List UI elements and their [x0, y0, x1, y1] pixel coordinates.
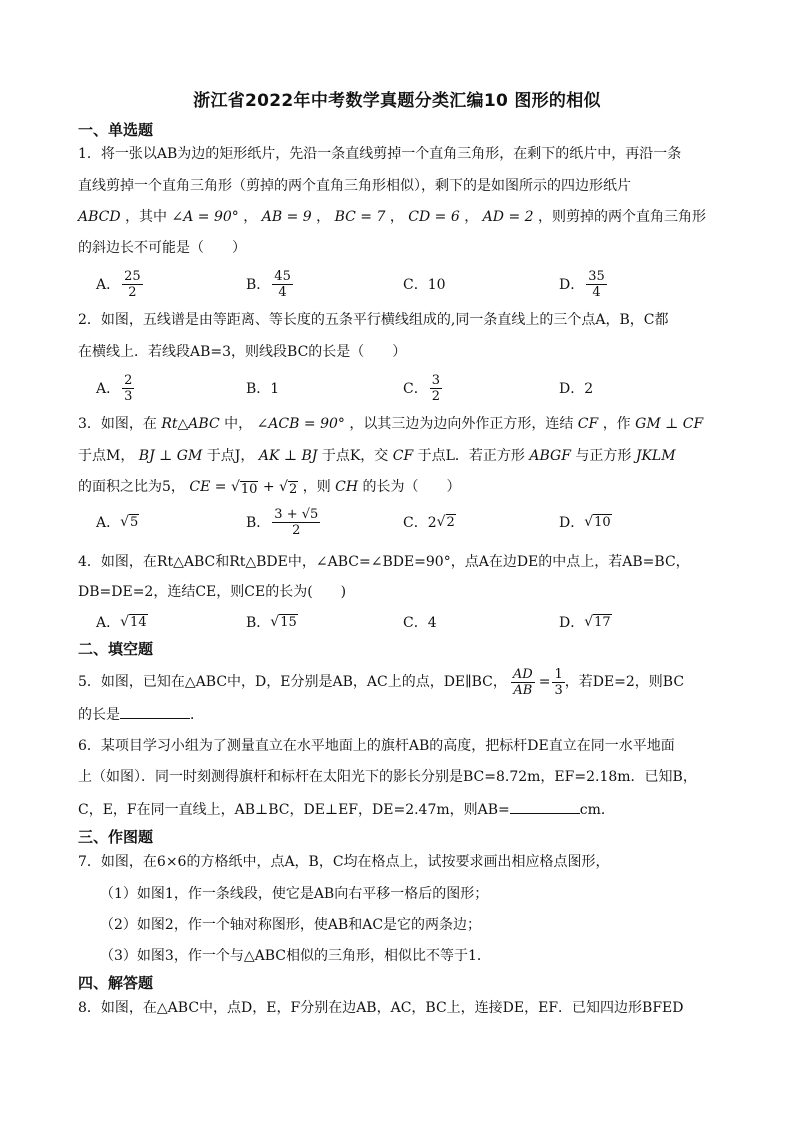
q3-perp: BJ ⊥ GM	[138, 448, 203, 464]
fraction	[430, 373, 442, 404]
q8-line-1: 8．如图，在△ABC中，点D，E，F分别在边AB，AC，BC上，连接DE，EF．已知四边形BFED	[78, 1000, 684, 1016]
answer-blank[interactable]	[120, 704, 190, 719]
q1-comma: ，	[243, 209, 258, 225]
section-heading-construction: 三、作图题	[78, 828, 154, 846]
fraction-numerator: 3	[431, 372, 440, 388]
option-letter: D．	[559, 615, 585, 631]
q3-line-2	[78, 446, 718, 466]
sqrt-radicand: 10	[240, 482, 258, 497]
option-letter: A．	[96, 615, 121, 631]
sqrt: √ 10	[584, 514, 611, 530]
q4-option-c: C．4	[403, 615, 437, 631]
q1-option-a	[96, 264, 143, 304]
q6-unit: cm．	[579, 802, 615, 818]
q3-segment: CF	[577, 416, 599, 432]
q4-option-b	[246, 602, 298, 642]
q3-segment: CF	[392, 448, 414, 464]
q3-ch: CH	[335, 479, 359, 495]
q7-line-1: 7．如图，在6×6的方格纸中，点A，B，C均在格点上，试按要求画出相应格点图形，	[78, 854, 610, 870]
q3-text: 于点L．若正方形	[417, 448, 525, 464]
fraction-numerator: 25	[124, 268, 141, 284]
sqrt-radicand: 5	[130, 515, 139, 530]
q1-text-end: ，则剪掉的两个直角三角形	[538, 209, 706, 225]
q3-option-d	[559, 502, 612, 542]
sqrt-radicand: 15	[280, 615, 297, 630]
sqrt-radicand: 17	[594, 615, 611, 630]
sqrt: √ 15	[270, 614, 297, 630]
sqrt: √ 17	[584, 614, 611, 630]
q3-square: JKLM	[635, 448, 676, 464]
q4-options	[96, 602, 716, 642]
q2-options	[96, 368, 716, 408]
fraction-denominator: 2	[292, 522, 301, 538]
q1-angle-a: ∠A = 90°	[171, 209, 239, 225]
q2-option-a	[96, 368, 134, 408]
fraction-numerator: 3 + √5	[274, 506, 319, 522]
option-letter: A．	[96, 515, 121, 531]
option-letter: B．	[246, 277, 271, 293]
fraction-denominator: 2	[128, 284, 137, 300]
fraction-numerator: 2	[124, 372, 133, 388]
sqrt: √ 14	[120, 614, 147, 630]
fraction	[552, 667, 564, 698]
fraction-numerator: 35	[588, 268, 605, 284]
fraction-denominator: AB	[513, 682, 533, 698]
q5-line-1	[78, 668, 718, 696]
q2-line-2: 在横线上．若线段AB=3，则线段BC的长是（ ）	[78, 344, 407, 360]
fraction	[586, 269, 607, 300]
q3-text: 于点J，	[206, 448, 255, 464]
fraction-denominator: 2	[431, 388, 440, 404]
q3-text: 的面积之比为5，	[78, 479, 185, 495]
q6-line-2: 上（如图）．同一时刻测得旗杆和标杆在太阳光下的影长分别是BC=8.72m，EF=2.18m．已知B，	[78, 769, 697, 785]
q3-option-a	[96, 502, 139, 542]
q5-text: 5．如图，已知在△ABC中，D，E分别是AB，AC上的点，DE∥BC，	[78, 674, 507, 690]
q1-comma: ，	[316, 209, 331, 225]
section-heading-solution: 四、解答题	[78, 974, 154, 992]
q3-ce: CE =	[189, 479, 227, 495]
q5-text: 的长是	[78, 707, 120, 723]
q3-angle: ∠ACB = 90°	[256, 416, 345, 432]
sqrt-radicand: 2	[446, 515, 455, 530]
q4-line-2: DB=DE=2，连结CE，则CE的长为( )	[78, 584, 347, 600]
q5-period: ．	[190, 707, 204, 723]
q3-text: 中，	[224, 416, 253, 432]
answer-blank[interactable]	[510, 799, 580, 814]
option-letter: A．	[96, 277, 121, 293]
option-letter: D．	[559, 277, 585, 293]
fraction	[122, 373, 134, 404]
fraction-denominator: 4	[278, 284, 287, 300]
q1-comma: ，	[389, 209, 404, 225]
q5-text: ，若DE=2，则BC	[564, 674, 685, 690]
q1-options	[96, 264, 716, 304]
fraction-denominator: 3	[124, 388, 133, 404]
option-letter: B．	[246, 615, 271, 631]
q3-line-3	[78, 477, 718, 497]
q3-text: 的长为（ ）	[362, 479, 461, 495]
q1-text: ，其中	[125, 209, 168, 225]
q3-option-b	[246, 502, 320, 542]
fraction-denominator: 4	[592, 284, 601, 300]
q2-line-1: 2．如图，五线谱是由等距离、等长度的五条平行横线组成的,同一条直线上的三个点A，B，C都	[78, 312, 669, 328]
fraction	[122, 269, 143, 300]
option-letter: A．	[96, 381, 121, 397]
q7-line-3: （2）如图2，作一个轴对称图形，使AB和AC是它的两条边；	[100, 917, 482, 933]
section-heading-single-choice: 一、单选题	[78, 121, 154, 139]
fraction-numerator: AD	[512, 666, 533, 682]
option-letter: D．	[559, 515, 585, 531]
q1-line-2: 直线剪掉一个直角三角形（剪掉的两个直角三角形相似），剩下的是如图所示的四边形纸片	[78, 178, 631, 194]
sqrt-radicand: 14	[130, 615, 147, 630]
q6-line-1: 6．某项目学习小组为了测量直立在水平地面上的旗杆AB的高度，把标杆DE直立在同一水平地面	[78, 738, 675, 754]
sqrt: √ 2	[436, 514, 455, 530]
sqrt: √ 5	[120, 514, 139, 530]
q1-quad-name: ABCD	[78, 209, 121, 225]
q3-text: 于点K，交	[321, 448, 389, 464]
option-letter: C．2	[403, 515, 437, 531]
q1-option-d	[559, 264, 607, 304]
q1-line-1: 1．将一张以AB为边的矩形纸片，先沿一条直线剪掉一个直角三角形，在剩下的纸片中，再沿一条	[78, 146, 682, 162]
q4-line-1: 4．如图，在Rt△ABC和Rt△BDE中，∠ABC=∠BDE=90°，点A在边DE的中点上，若AB=BC，	[78, 554, 690, 570]
q3-triangle: Rt△ABC	[161, 416, 220, 432]
q6-text: C，E，F在同一直线上，AB⊥BC，DE⊥EF，DE=2.47m，则AB=	[78, 802, 510, 818]
fraction	[272, 507, 320, 538]
q3-perp: GM ⊥ CF	[635, 416, 704, 432]
q1-option-b	[246, 264, 293, 304]
q3-text: ，则	[302, 479, 331, 495]
option-letter: C．	[403, 381, 428, 397]
q2-option-c	[403, 368, 442, 408]
fraction	[272, 269, 293, 300]
q1-ab: AB = 9	[261, 209, 312, 225]
q3-text: 于点M，	[78, 448, 135, 464]
q1-bc: BC = 7	[334, 209, 386, 225]
fraction	[511, 667, 535, 698]
q3-text: 3．如图，在	[78, 416, 157, 432]
option-letter: B．	[246, 515, 271, 531]
sqrt: √ 10	[230, 479, 258, 497]
q3-text: 与正方形	[575, 448, 632, 464]
section-heading-fill-blank: 二、填空题	[78, 640, 154, 658]
q3-plus: +	[262, 479, 275, 495]
q1-comma: ，	[464, 209, 479, 225]
q3-text: ，作	[602, 416, 631, 432]
q1-option-c: C．10	[403, 277, 446, 293]
sqrt-radicand: 2	[288, 482, 298, 497]
q2-option-d: D．2	[559, 381, 594, 397]
fraction-numerator: 45	[274, 268, 291, 284]
q4-option-d	[559, 602, 612, 642]
q3-text: ，以其三边为边向外作正方形，连结	[349, 416, 574, 432]
q3-perp: AK ⊥ BJ	[258, 448, 318, 464]
q2-option-b: B．1	[246, 381, 280, 397]
q4-option-a	[96, 602, 148, 642]
fraction-numerator: 1	[554, 666, 563, 682]
q3-option-c	[403, 502, 456, 542]
q1-line-3	[78, 207, 718, 227]
q7-line-4: （3）如图3，作一个与△ABC相似的三角形，相似比不等于1．	[100, 948, 491, 964]
document-title: 浙江省2022年中考数学真题分类汇编10 图形的相似	[193, 91, 601, 111]
q6-line-3	[78, 799, 718, 820]
q3-square: ABGF	[529, 448, 571, 464]
q3-options	[96, 502, 716, 542]
q5-equals: =	[538, 674, 551, 690]
q1-ad: AD = 2	[482, 209, 534, 225]
sqrt-radicand: 10	[594, 515, 611, 530]
q1-cd: CD = 6	[408, 209, 460, 225]
sqrt: √ 2	[279, 479, 298, 497]
q5-line-2	[78, 704, 718, 725]
q1-line-4: 的斜边长不可能是（ ）	[78, 240, 246, 256]
q3-line-1	[78, 414, 718, 434]
q7-line-2: （1）如图1，作一条线段，使它是AB向右平移一格后的图形；	[100, 886, 489, 902]
fraction-denominator: 3	[554, 682, 563, 698]
